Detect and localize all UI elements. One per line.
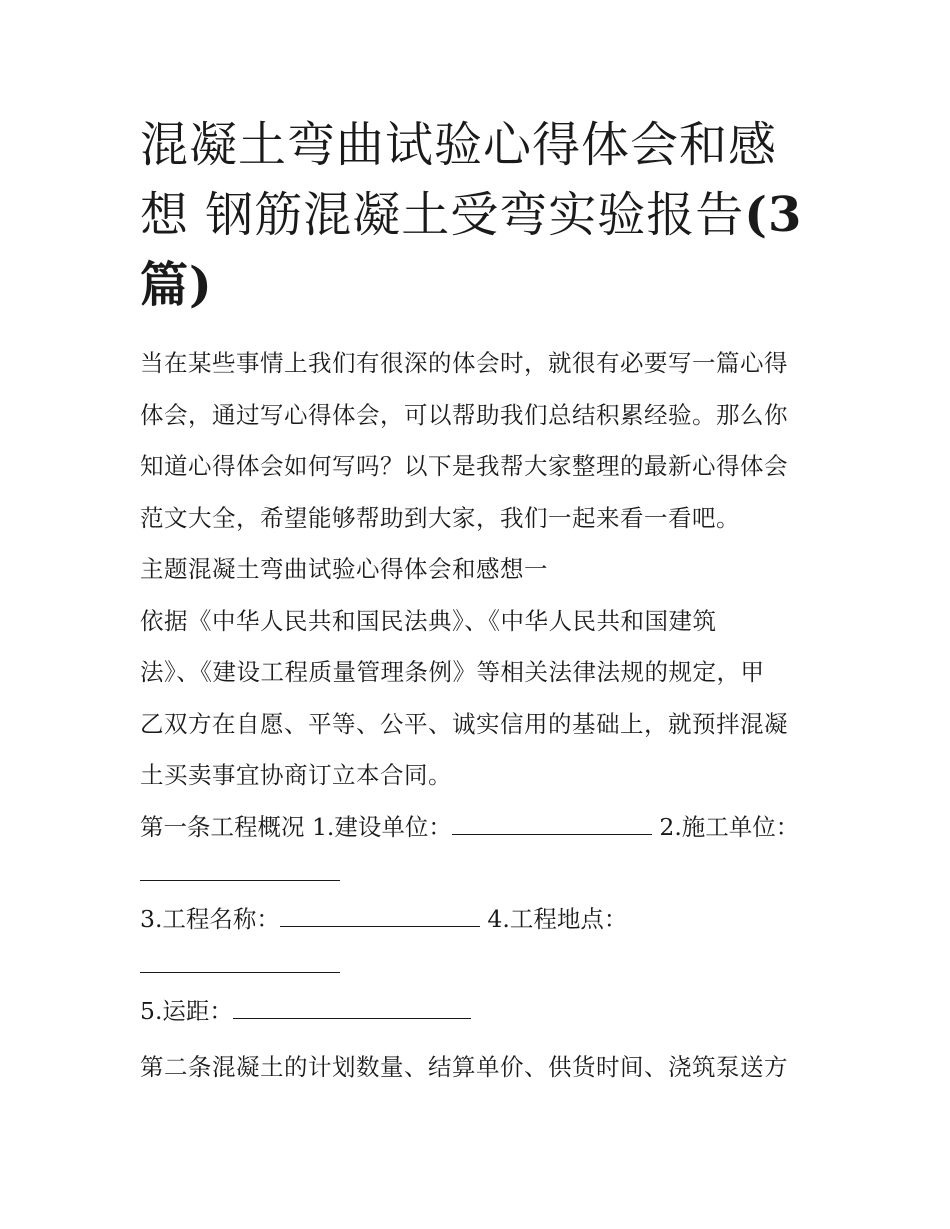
construction-owner-blank bbox=[452, 812, 652, 835]
item-4-label: 4.工程地点： bbox=[487, 904, 628, 933]
intro-line: 当在某些事情上我们有很深的体会时，就很有必要写一篇心得 bbox=[140, 349, 788, 377]
item-2-label: 2.施工单位： bbox=[659, 812, 800, 841]
article-1-line-5 bbox=[140, 986, 820, 1032]
intro-paragraph bbox=[140, 338, 820, 544]
article-1-line-4 bbox=[140, 940, 820, 986]
contract-line: 法》、《建设工程质量管理条例》等相关法律法规的规定，甲 bbox=[140, 658, 765, 686]
title-text: 混凝土弯曲试验心得体会和感想 钢筋混凝土受弯实验报告 bbox=[140, 117, 778, 243]
contract-line: 依据《中华人民共和国民法典》、《中华人民共和国建筑 bbox=[140, 606, 717, 635]
contractor-blank bbox=[140, 858, 340, 881]
article-1-line-1 bbox=[140, 802, 820, 848]
item-3-label: 3.工程名称： bbox=[140, 904, 280, 933]
section-title: 主题混凝土弯曲试验心得体会和感想一 bbox=[140, 555, 548, 583]
article-1-line-2 bbox=[140, 848, 820, 894]
distance-blank bbox=[233, 996, 471, 1019]
contract-intro-paragraph bbox=[140, 596, 820, 802]
contract-line: 土买卖事宜协商订立本合同。 bbox=[140, 761, 452, 789]
intro-line: 体会，通过写心得体会，可以帮助我们总结积累经验。那么你 bbox=[140, 400, 788, 429]
article-1 bbox=[140, 802, 820, 1032]
contract-line: 乙双方在自愿、平等、公平、诚实信用的基础上，就预拌混凝 bbox=[140, 709, 788, 738]
intro-line: 知道心得体会如何写吗？以下是我帮大家整理的最新心得体会 bbox=[140, 452, 788, 480]
document-page bbox=[140, 110, 820, 1093]
project-location-blank bbox=[140, 950, 340, 973]
intro-line: 范文大全，希望能够帮助到大家，我们一起来看一看吧。 bbox=[140, 503, 740, 532]
article-1-line-3 bbox=[140, 894, 820, 940]
project-name-blank bbox=[280, 904, 480, 927]
title-suffix: 篇) bbox=[140, 257, 213, 313]
article-1-heading: 第一条工程概况 1.建设单位： bbox=[140, 812, 452, 841]
title-count: (3 bbox=[744, 187, 803, 243]
item-5-label: 5.运距： bbox=[140, 996, 233, 1025]
document-title bbox=[140, 110, 820, 320]
article-2-start: 第二条混凝土的计划数量、结算单价、供货时间、浇筑泵送方 bbox=[140, 1052, 788, 1081]
